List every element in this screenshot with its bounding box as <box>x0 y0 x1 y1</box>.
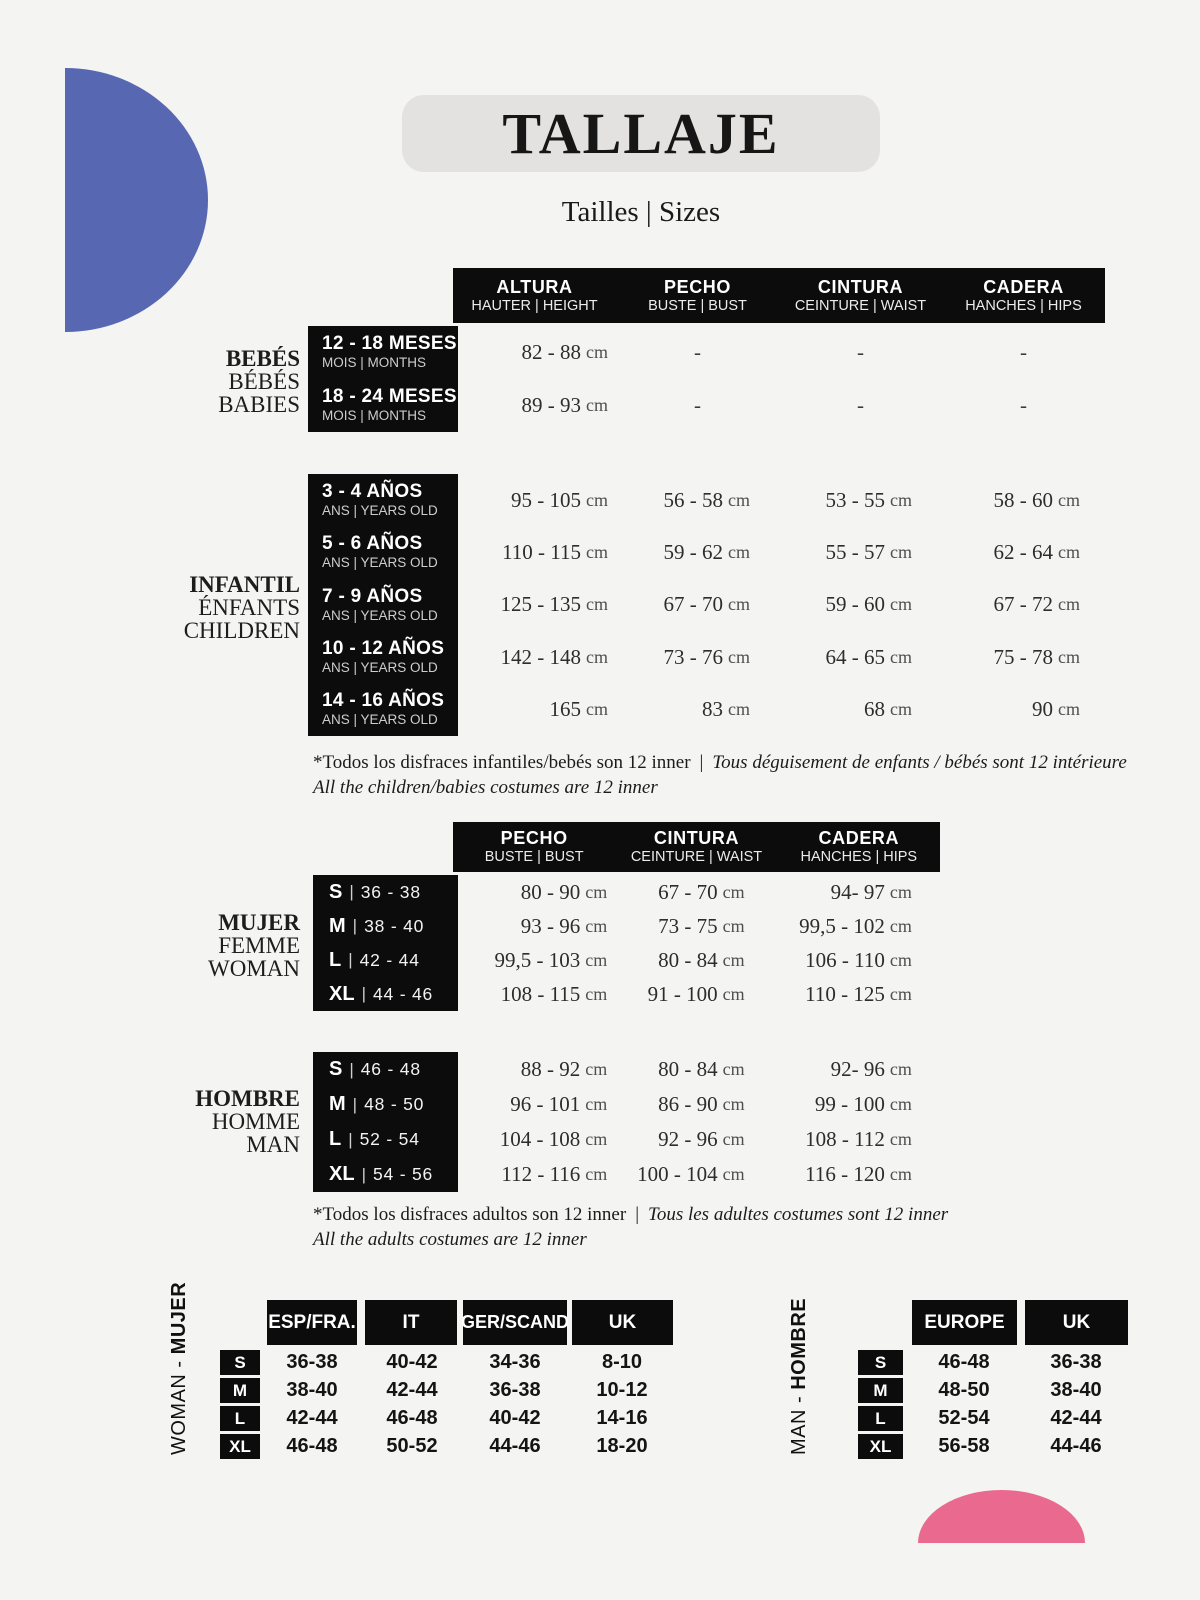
size-row <box>313 943 458 977</box>
value-cell: 99,5 - 103 cm <box>494 947 608 972</box>
column-subtitle: BUSTE | BUST <box>648 297 747 314</box>
age-range-sub: ANS | YEARS OLD <box>322 659 438 675</box>
label-line: CHILDREN <box>183 618 300 643</box>
value-cell: 59 - 62 cm <box>663 540 750 565</box>
size-range: 42 - 44 <box>359 949 420 970</box>
size-badge: L <box>220 1406 260 1431</box>
age-row <box>308 526 458 578</box>
conv-value: 52-54 <box>938 1407 990 1429</box>
age-range-sub: ANS | YEARS OLD <box>322 555 438 571</box>
size-row <box>313 909 458 943</box>
value-cell: 92 - 96 cm <box>658 1127 745 1151</box>
value-cell: 89 - 93 cm <box>521 393 608 417</box>
value-cell: 58 - 60 cm <box>993 487 1080 512</box>
value-cell: 112 - 116 cm <box>501 1162 608 1186</box>
age-row <box>308 579 458 631</box>
age-range-sub: ANS | YEARS OLD <box>322 502 438 518</box>
size-range: 46 - 48 <box>360 1059 421 1079</box>
conv-value: 14-16 <box>596 1407 648 1429</box>
value-cell: 90 cm <box>1032 697 1080 722</box>
footnote-fr: Tous les adultes costumes sont 12 inner <box>648 1204 949 1225</box>
value-cell: 99 - 100 cm <box>814 1092 912 1116</box>
size-row <box>313 1052 458 1087</box>
page-subtitle: Tailles | Sizes <box>561 196 721 228</box>
label-line: ÉNFANTS <box>198 595 300 620</box>
babies-age-column <box>308 326 458 432</box>
footnote-es: *Todos los disfraces infantiles/bebés son 12 inner <box>313 752 691 773</box>
value-cell: 94- 97 cm <box>830 879 912 904</box>
value-cell: 73 - 76 cm <box>663 644 750 669</box>
separator: | <box>352 916 358 935</box>
value-cell: 67 - 72 cm <box>993 592 1080 617</box>
age-range: 7 - 9 AÑOS <box>322 585 423 607</box>
value-cell: 104 - 108 cm <box>499 1127 608 1151</box>
woman-values-grid <box>453 875 940 1011</box>
value-cell: 75 - 78 cm <box>993 644 1080 669</box>
conv-value: 38-40 <box>1050 1379 1102 1401</box>
value-cell: 83 cm <box>702 697 750 722</box>
value-cell: 80 - 90 cm <box>520 879 608 904</box>
value-cell: 116 - 120 cm <box>805 1162 912 1186</box>
conv-value: 10-12 <box>596 1379 648 1401</box>
conv-value: 42-44 <box>386 1379 438 1401</box>
conversion-row <box>220 1434 672 1459</box>
size-badge: XL <box>858 1434 903 1459</box>
value-cell: 106 - 110 cm <box>805 947 912 972</box>
value-cell: - <box>1020 340 1027 364</box>
size-letter: L <box>329 1128 342 1150</box>
footnote-line1 <box>313 750 1127 775</box>
label-line: HOMME <box>211 1109 300 1134</box>
size-badge: M <box>220 1378 260 1403</box>
group-label-babies <box>90 347 300 416</box>
column-header-cintura <box>615 822 777 872</box>
age-range: 5 - 6 AÑOS <box>322 533 423 555</box>
age-range-sub: ANS | YEARS OLD <box>322 607 438 623</box>
footnote-fr: Tous déguisement de enfants / bébés sont 12 intérieure <box>712 752 1127 773</box>
age-range: 14 - 16 AÑOS <box>322 690 445 712</box>
size-range: 38 - 40 <box>364 915 425 936</box>
value-cell: 86 - 90 cm <box>658 1092 745 1116</box>
decorative-blue-half-circle <box>65 68 208 332</box>
label-line: BÉBÉS <box>228 369 300 394</box>
value-cell: 80 - 84 cm <box>658 947 745 972</box>
value-cell: 62 - 64 cm <box>993 540 1080 565</box>
column-header-pecho <box>453 822 615 872</box>
size-badge: M <box>858 1378 903 1403</box>
woman-conversion-vertical-label <box>167 1282 192 1455</box>
woman-size-column <box>313 875 458 1011</box>
conversion-row <box>858 1434 1126 1459</box>
column-title: CINTURA <box>653 828 740 849</box>
column-header-cintura <box>779 268 942 323</box>
column-subtitle: CEINTURE | WAIST <box>794 297 927 314</box>
age-range: 12 - 18 MESES <box>322 333 457 355</box>
group-label-woman <box>90 911 300 980</box>
conversion-row <box>220 1406 672 1431</box>
column-title: ALTURA <box>496 276 573 297</box>
value-cell: - <box>1020 393 1027 417</box>
separator: | <box>361 984 366 1003</box>
size-range: 36 - 38 <box>360 881 421 902</box>
conv-value: 42-44 <box>1050 1407 1102 1429</box>
conv-header-uk: UK <box>572 1300 673 1345</box>
conv-header-esp-fra: ESP/FRA. <box>267 1300 357 1345</box>
conv-header-uk: UK <box>1025 1300 1128 1345</box>
value-cell: 110 - 125 cm <box>805 981 912 1006</box>
size-range: 48 - 50 <box>364 1094 425 1114</box>
conv-value: 8-10 <box>601 1351 643 1373</box>
column-header-pecho <box>616 268 779 323</box>
value-cell: 68 cm <box>864 697 912 722</box>
children-table-header <box>453 268 1105 323</box>
conv-value: 36-38 <box>489 1379 541 1401</box>
separator: | <box>349 882 354 901</box>
age-row <box>308 379 458 432</box>
group-label-man <box>90 1087 300 1156</box>
size-letter: M <box>329 914 346 937</box>
value-cell: 99,5 - 102 cm <box>799 913 912 938</box>
column-title: CINTURA <box>817 276 904 297</box>
size-range: 52 - 54 <box>359 1129 420 1149</box>
conv-value: 56-58 <box>938 1435 990 1457</box>
size-letter: XL <box>329 982 355 1005</box>
group-label-children <box>90 573 300 642</box>
size-badge: S <box>220 1350 260 1375</box>
footnote-line2: All the children/babies costumes are 12 inner <box>313 777 658 798</box>
value-cell: 92- 96 cm <box>830 1057 912 1081</box>
man-values-grid <box>453 1052 940 1192</box>
value-cell: 88 - 92 cm <box>520 1057 608 1081</box>
age-row <box>308 474 458 526</box>
separator: | <box>361 1164 366 1184</box>
label-line: WOMAN <box>208 956 300 981</box>
footnote-es: *Todos los disfraces adultos son 12 inner <box>313 1204 627 1225</box>
children-footnote <box>313 750 1127 800</box>
value-cell: 82 - 88 cm <box>521 340 608 364</box>
value-cell: 96 - 101 cm <box>510 1092 608 1116</box>
size-range: 54 - 56 <box>372 1164 434 1184</box>
value-cell: 95 - 105 cm <box>511 487 608 512</box>
page-title: TALLAJE <box>502 101 780 166</box>
conv-header-ger-scand: GER/SCAND <box>463 1300 567 1345</box>
age-row <box>308 631 458 683</box>
label-line: MAN <box>246 1132 300 1157</box>
vertical-label-regular: WOMAN - <box>168 1354 190 1455</box>
conv-value: 38-40 <box>286 1379 338 1401</box>
conv-value: 48-50 <box>938 1379 990 1401</box>
value-cell: 93 - 96 cm <box>520 913 608 938</box>
label-line: FEMME <box>218 933 300 958</box>
vertical-label-bold: HOMBRE <box>788 1297 810 1390</box>
label-line: MUJER <box>218 910 300 935</box>
column-title: PECHO <box>663 276 731 297</box>
size-letter: S <box>329 1058 343 1080</box>
value-cell: 108 - 115 cm <box>500 981 608 1006</box>
vertical-label-bold: MUJER <box>168 1281 190 1355</box>
size-row <box>313 1087 458 1122</box>
separator: | <box>349 1059 354 1079</box>
size-row <box>313 977 458 1011</box>
conv-value: 18-20 <box>596 1435 648 1457</box>
label-line: BEBÉS <box>225 346 300 371</box>
conv-value: 40-42 <box>489 1407 541 1429</box>
value-cell: 67 - 70 cm <box>658 879 745 904</box>
conv-value: 42-44 <box>286 1407 338 1429</box>
conv-value: 36-38 <box>1050 1351 1102 1373</box>
size-row <box>313 1157 458 1192</box>
column-subtitle: HANCHES | HIPS <box>800 849 918 865</box>
conversion-row <box>220 1378 672 1403</box>
man-size-column <box>313 1052 458 1192</box>
conv-value: 40-42 <box>386 1351 438 1373</box>
column-title: PECHO <box>500 828 568 849</box>
value-cell: 91 - 100 cm <box>647 981 745 1006</box>
footnote-separator: | <box>699 752 704 773</box>
children-age-column <box>308 474 458 736</box>
conv-value: 44-46 <box>489 1435 541 1457</box>
column-subtitle: HANCHES | HIPS <box>965 297 1082 314</box>
value-cell: 142 - 148 cm <box>500 644 608 669</box>
conversion-row <box>858 1406 1126 1431</box>
man-conversion-vertical-label <box>787 1298 812 1455</box>
size-range: 44 - 46 <box>372 983 434 1004</box>
separator: | <box>352 1094 358 1114</box>
value-cell: 100 - 104 cm <box>637 1162 745 1186</box>
size-row <box>313 1122 458 1157</box>
children-values-grid <box>453 474 1105 736</box>
value-cell: 108 - 112 cm <box>805 1127 912 1151</box>
separator: | <box>348 1129 353 1149</box>
conv-value: 36-38 <box>286 1351 338 1373</box>
label-line: BABIES <box>218 392 300 417</box>
label-line: INFANTIL <box>189 572 300 597</box>
value-cell: 73 - 75 cm <box>658 913 745 938</box>
value-cell: 56 - 58 cm <box>663 487 750 512</box>
column-subtitle: HAUTER | HEIGHT <box>471 297 598 314</box>
footnote-line2: All the adults costumes are 12 inner <box>313 1229 587 1250</box>
value-cell: 55 - 57 cm <box>825 540 912 565</box>
value-cell: 64 - 65 cm <box>825 644 912 669</box>
value-cell: 165 cm <box>549 697 608 722</box>
column-header-cadera <box>778 822 940 872</box>
conv-value: 46-48 <box>938 1351 990 1373</box>
conv-value: 44-46 <box>1050 1435 1102 1457</box>
size-letter: S <box>329 880 343 903</box>
separator: | <box>348 950 353 969</box>
age-range: 18 - 24 MESES <box>322 386 457 408</box>
column-subtitle: CEINTURE | WAIST <box>630 849 763 865</box>
value-cell: 67 - 70 cm <box>663 592 750 617</box>
adults-footnote <box>313 1202 948 1252</box>
age-range-sub: ANS | YEARS OLD <box>322 712 438 728</box>
age-range: 3 - 4 AÑOS <box>322 480 423 502</box>
conv-value: 46-48 <box>386 1407 438 1429</box>
value-cell: - <box>857 340 864 364</box>
column-header-cadera <box>942 268 1105 323</box>
conv-value: 50-52 <box>386 1435 438 1457</box>
age-range: 10 - 12 AÑOS <box>322 638 445 660</box>
size-badge: L <box>858 1406 903 1431</box>
age-range-sub: MOIS | MONTHS <box>322 408 427 424</box>
size-letter: XL <box>329 1163 355 1185</box>
value-cell: 125 - 135 cm <box>500 592 608 617</box>
age-row <box>308 326 458 379</box>
footnote-separator: | <box>635 1204 639 1225</box>
vertical-label-regular: MAN - <box>788 1389 810 1455</box>
babies-values-grid <box>453 326 1105 432</box>
column-subtitle: BUSTE | BUST <box>484 849 584 865</box>
column-title: CADERA <box>983 276 1064 297</box>
value-cell: 80 - 84 cm <box>658 1057 745 1081</box>
size-letter: L <box>329 948 342 971</box>
value-cell: 53 - 55 cm <box>825 487 912 512</box>
value-cell: 59 - 60 cm <box>825 592 912 617</box>
adults-table-header <box>453 822 940 872</box>
column-title: CADERA <box>818 828 900 849</box>
size-row <box>313 875 458 909</box>
conversion-row <box>858 1378 1126 1403</box>
column-header-altura <box>453 268 616 323</box>
footnote-line1 <box>313 1202 948 1227</box>
value-cell: - <box>694 340 701 364</box>
conv-header-europe: EUROPE <box>912 1300 1017 1345</box>
size-badge: XL <box>220 1434 260 1459</box>
value-cell: - <box>694 393 701 417</box>
conversion-row <box>858 1350 1126 1375</box>
decorative-pink-half-circle <box>918 1490 1085 1543</box>
label-line: HOMBRE <box>195 1086 300 1111</box>
size-letter: M <box>329 1093 346 1115</box>
size-badge: S <box>858 1350 903 1375</box>
conversion-row <box>220 1350 672 1375</box>
age-row <box>308 684 458 736</box>
title-box <box>402 95 880 172</box>
value-cell: - <box>857 393 864 417</box>
value-cell: 110 - 115 cm <box>502 540 608 565</box>
conv-value: 34-36 <box>489 1351 541 1373</box>
age-range-sub: MOIS | MONTHS <box>322 355 427 371</box>
conv-value: 46-48 <box>286 1435 338 1457</box>
conv-header-it: IT <box>365 1300 457 1345</box>
